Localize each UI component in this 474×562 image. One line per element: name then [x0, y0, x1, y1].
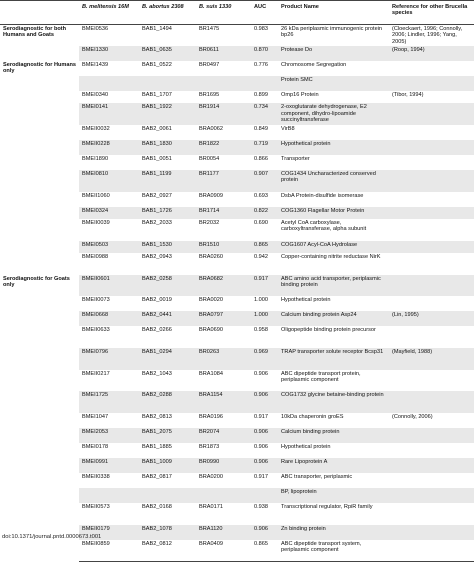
reference: [389, 473, 474, 488]
product-name: Transporter: [281, 156, 310, 163]
melitensis-id: BMEII0859: [79, 540, 139, 562]
reference: [389, 192, 474, 207]
abortus-id: BAB2_0258: [139, 275, 196, 297]
product-name: COG1434 Uncharacterized conserved protein: [278, 170, 389, 192]
suis-id: BRA0797: [196, 311, 251, 326]
product-name: DsbA Protein-disulfide isomerase: [281, 192, 364, 199]
abortus-id: BAB2_0927: [142, 192, 172, 199]
doi-footer: doi:10.1371/journal.pntd.0000673.t001: [2, 534, 102, 540]
auc-value: 0.906: [251, 525, 278, 540]
reference: [389, 103, 474, 125]
reference: [389, 61, 474, 76]
header-auc: AUC: [251, 1, 278, 25]
suis-id: BR2074: [196, 428, 251, 443]
auc-value: 0.822: [251, 207, 278, 219]
melitensis-id: BMEI1439: [82, 62, 109, 69]
auc-value: 0.906: [251, 458, 278, 473]
product-name: Rare Lipoprotein A: [278, 458, 389, 473]
melitensis-id: BMEII0633: [82, 327, 110, 334]
auc-value: 0.870: [251, 46, 278, 61]
auc-value: 0.734: [251, 103, 278, 125]
product-name: Transcriptional regulator, RpiR family: [281, 503, 373, 510]
header-b-abortus: B. abortus 2308: [139, 1, 196, 25]
product-name: Hypothetical protein: [281, 297, 331, 304]
product-name: Copper-containing nitrite reductase NirK: [281, 253, 381, 260]
melitensis-id: [79, 76, 139, 91]
product-name: Hypothetical protein: [278, 140, 389, 155]
abortus-id: BAB1_0051: [142, 156, 172, 163]
suis-id: BRA1084: [199, 370, 223, 377]
auc-value: 0.719: [251, 140, 278, 155]
product-name: BP, lipoprotein: [278, 488, 389, 503]
reference: [389, 458, 474, 473]
auc-value: 0.983: [254, 26, 268, 32]
group-label: Serodiagnostic for Goats only: [0, 275, 79, 562]
product-name: Calcium binding protein Asp24: [278, 311, 389, 326]
melitensis-id: BMEI2053: [79, 428, 139, 443]
product-name: Hypothetical protein: [281, 443, 331, 450]
header-b-melitensis: B. melitensis 16M: [79, 1, 139, 25]
suis-id: BR1695: [199, 92, 220, 99]
reference: (Tibor, 1994): [392, 92, 424, 99]
suis-id: BRA0171: [199, 503, 223, 510]
product-name: TRAP transporter solute receptor Bcsp31: [278, 348, 389, 370]
header-row: [0, 1, 474, 25]
melitensis-id: BMEII0073: [82, 297, 110, 304]
reference: [389, 326, 474, 348]
auc-value: 0.849: [254, 126, 268, 133]
reference: [389, 207, 474, 219]
melitensis-id: BMEII1060: [82, 192, 110, 199]
melitensis-id: BMEII0217: [82, 370, 110, 377]
product-name: Omp16 Protein: [281, 92, 319, 99]
auc-value: 0.693: [254, 192, 268, 199]
auc-value: 0.917: [254, 473, 268, 480]
melitensis-id: BMEI0796: [79, 348, 139, 370]
reference: [389, 125, 474, 140]
reference: [389, 241, 474, 253]
product-name: 2-oxoglutarate dehydrogenase, E2 component, dihydro-lipoamide succinyltransferase: [278, 103, 389, 125]
abortus-id: BAB1_2075: [139, 428, 196, 443]
melitensis-id: BMEII0039: [82, 219, 110, 226]
product-name: ABC amino acid transporter, periplasmic binding protein: [278, 275, 389, 297]
header-reference: Reference for other Brucella species: [389, 1, 474, 25]
melitensis-id: BMEI0141: [79, 103, 139, 125]
reference: [389, 140, 474, 155]
suis-id: BR1475: [199, 26, 220, 32]
abortus-id: BAB2_0441: [139, 311, 196, 326]
suis-id: BR1177: [196, 170, 251, 192]
reference: [389, 391, 474, 413]
product-name: Oligopeptide binding protein precursor: [281, 327, 376, 334]
auc-value: 0.776: [254, 62, 268, 69]
reference: [389, 488, 474, 503]
melitensis-id: BMEII0228: [79, 140, 139, 155]
reference: [389, 370, 474, 392]
suis-id: BRA0196: [199, 413, 223, 420]
suis-id: BR1510: [196, 241, 251, 253]
product-name: COG1360 Flagellar Motor Protein: [278, 207, 389, 219]
abortus-id: BAB1_1494: [142, 26, 172, 32]
reference: [389, 275, 474, 297]
abortus-id: BAB2_0168: [142, 503, 172, 510]
group-label: Serodiagnostic for Humans only: [0, 61, 79, 274]
reference: (Connolly, 2006): [392, 413, 433, 420]
reference: [389, 503, 474, 525]
melitensis-id: BMEI0178: [82, 443, 109, 450]
melitensis-id: BMEI0324: [79, 207, 139, 219]
suis-id: BRA0062: [199, 126, 223, 133]
melitensis-id: BMEI0991: [79, 458, 139, 473]
table-row: [0, 61, 474, 76]
product-name: COG1607 Acyl-CoA Hydrolase: [278, 241, 389, 253]
suis-id: BRA0909: [199, 192, 223, 199]
melitensis-id: BMEI0536: [82, 26, 109, 32]
suis-id: BR1873: [199, 443, 220, 450]
product-name: Acetyl CoA carboxylase, carboxyltransferase, alpha subunit: [281, 219, 367, 233]
abortus-id: BAB2_0817: [142, 473, 172, 480]
suis-id: BRA0690: [199, 327, 223, 334]
product-name: Protein SMC: [278, 76, 389, 91]
melitensis-id: BMEI0503: [79, 241, 139, 253]
melitensis-id: BMEI0668: [79, 311, 139, 326]
auc-value: 0.907: [251, 170, 278, 192]
abortus-id: BAB1_1009: [139, 458, 196, 473]
reference: (Roop, 1994): [389, 46, 474, 61]
melitensis-id: BMEII0573: [82, 503, 110, 510]
auc-value: 0.969: [251, 348, 278, 370]
group-label: Serodiagnostic for both Humans and Goats: [0, 25, 79, 62]
reference: [389, 443, 474, 458]
suis-id: BRA0200: [199, 473, 223, 480]
reference: [389, 525, 474, 540]
product-name: ABC dipeptide transport protein, periplasmic component: [281, 370, 361, 383]
auc-value: 1.000: [254, 297, 268, 304]
auc-value: 0.906: [251, 428, 278, 443]
product-name: 26 kDa periplasmic immunogenic protein bp26: [281, 26, 383, 39]
auc-value: 0.906: [251, 391, 278, 413]
abortus-id: BAB1_1707: [142, 92, 172, 99]
abortus-id: BAB2_0813: [142, 413, 172, 420]
auc-value: 0.865: [251, 241, 278, 253]
product-name: VirB8: [281, 126, 295, 133]
abortus-id: BAB2_0812: [139, 540, 196, 562]
product-name: Calcium binding protein: [278, 428, 389, 443]
reference: [389, 76, 474, 91]
auc-value: [251, 76, 278, 91]
reference: [389, 540, 474, 562]
header-product-name: Product Name: [278, 1, 389, 25]
auc-value: 0.865: [251, 540, 278, 562]
abortus-id: BAB2_0019: [142, 297, 172, 304]
auc-value: 0.917: [251, 275, 278, 297]
reference: (Mayfield, 1988): [389, 348, 474, 370]
table-row: [0, 275, 474, 297]
suis-id: [196, 488, 251, 503]
auc-value: 0.938: [254, 503, 268, 510]
suis-id: BR1914: [196, 103, 251, 125]
auc-value: 0.958: [254, 327, 268, 334]
suis-id: BRA0020: [199, 297, 223, 304]
reference: [389, 219, 474, 241]
abortus-id: BAB2_1043: [142, 370, 172, 377]
auc-value: 0.906: [254, 370, 268, 377]
auc-value: 0.899: [254, 92, 268, 99]
product-name: Zn binding protein: [278, 525, 389, 540]
auc-value: 0.690: [254, 219, 268, 226]
auc-value: 0.906: [254, 443, 268, 450]
melitensis-id: BMEI0988: [82, 253, 109, 260]
table-body: [0, 25, 474, 562]
suis-id: BR0263: [196, 348, 251, 370]
suis-id: BR0497: [199, 62, 220, 69]
product-name: ABC dipeptide transport system, periplasmic component: [278, 540, 389, 562]
product-name: Protease Do: [278, 46, 389, 61]
suis-id: BR2032: [199, 219, 220, 226]
abortus-id: [139, 76, 196, 91]
auc-value: [251, 488, 278, 503]
auc-value: 0.866: [254, 156, 268, 163]
reference: [389, 296, 474, 311]
abortus-id: BAB1_1726: [139, 207, 196, 219]
header-b-suis: B. suis 1330: [196, 1, 251, 25]
suis-id: BRA1120: [196, 525, 251, 540]
product-name: Chromosome Segregation: [281, 62, 347, 69]
auc-value: 1.000: [251, 311, 278, 326]
product-name: COG1732 glycine betaine-binding protein: [278, 391, 389, 413]
melitensis-id: [79, 488, 139, 503]
auc-value: 0.917: [254, 413, 268, 420]
melitensis-id: BMEI1890: [82, 156, 109, 163]
abortus-id: BAB1_1199: [139, 170, 196, 192]
abortus-id: BAB2_2033: [142, 219, 172, 226]
abortus-id: BAB1_0635: [139, 46, 196, 61]
header-group: [0, 1, 79, 25]
abortus-id: BAB1_1530: [139, 241, 196, 253]
suis-id: BR1714: [196, 207, 251, 219]
auc-value: 0.942: [254, 253, 268, 260]
abortus-id: BAB2_0061: [142, 126, 172, 133]
abortus-id: BAB2_0288: [139, 391, 196, 413]
table-row: [0, 25, 474, 47]
suis-id: [196, 76, 251, 91]
reference: (Lin, 1995): [389, 311, 474, 326]
reference: [389, 155, 474, 170]
abortus-id: BAB2_1078: [139, 525, 196, 540]
abortus-id: BAB1_1885: [142, 443, 172, 450]
melitensis-id: BMEI1047: [82, 413, 109, 420]
abortus-id: BAB1_1922: [139, 103, 196, 125]
melitensis-id: BMEII0338: [82, 473, 110, 480]
suis-id: BR0611: [196, 46, 251, 61]
suis-id: BRA1154: [196, 391, 251, 413]
suis-id: BRA0409: [196, 540, 251, 562]
reference: [389, 253, 474, 275]
suis-id: BRA0682: [196, 275, 251, 297]
abortus-id: BAB1_0522: [142, 62, 172, 69]
melitensis-id: BMEII0601: [79, 275, 139, 297]
melitensis-id: BMEI1330: [79, 46, 139, 61]
abortus-id: BAB1_0294: [139, 348, 196, 370]
suis-id: BR1822: [196, 140, 251, 155]
product-name: ABC transporter, periplasmic: [281, 473, 353, 480]
melitensis-id: BMEI0810: [79, 170, 139, 192]
abortus-id: BAB2_0943: [142, 253, 172, 260]
reference: [389, 428, 474, 443]
melitensis-id: BMEII0179: [79, 525, 139, 540]
suis-id: BRA0260: [199, 253, 223, 260]
melitensis-id: BMEII0032: [82, 126, 110, 133]
melitensis-id: BMEI0340: [82, 92, 109, 99]
reference: (Cloeckaert, 1996; Connolly, 2006; Lindler, 1996; Yang, 2005): [392, 26, 463, 45]
suis-id: BR0054: [199, 156, 220, 163]
melitensis-id: BMEI1725: [79, 391, 139, 413]
suis-id: BR0990: [196, 458, 251, 473]
abortus-id: BAB2_0266: [142, 327, 172, 334]
abortus-id: BAB1_1830: [139, 140, 196, 155]
reference: [389, 170, 474, 192]
abortus-id: [139, 488, 196, 503]
product-name: 10kDa chaperonin groES: [281, 413, 344, 420]
